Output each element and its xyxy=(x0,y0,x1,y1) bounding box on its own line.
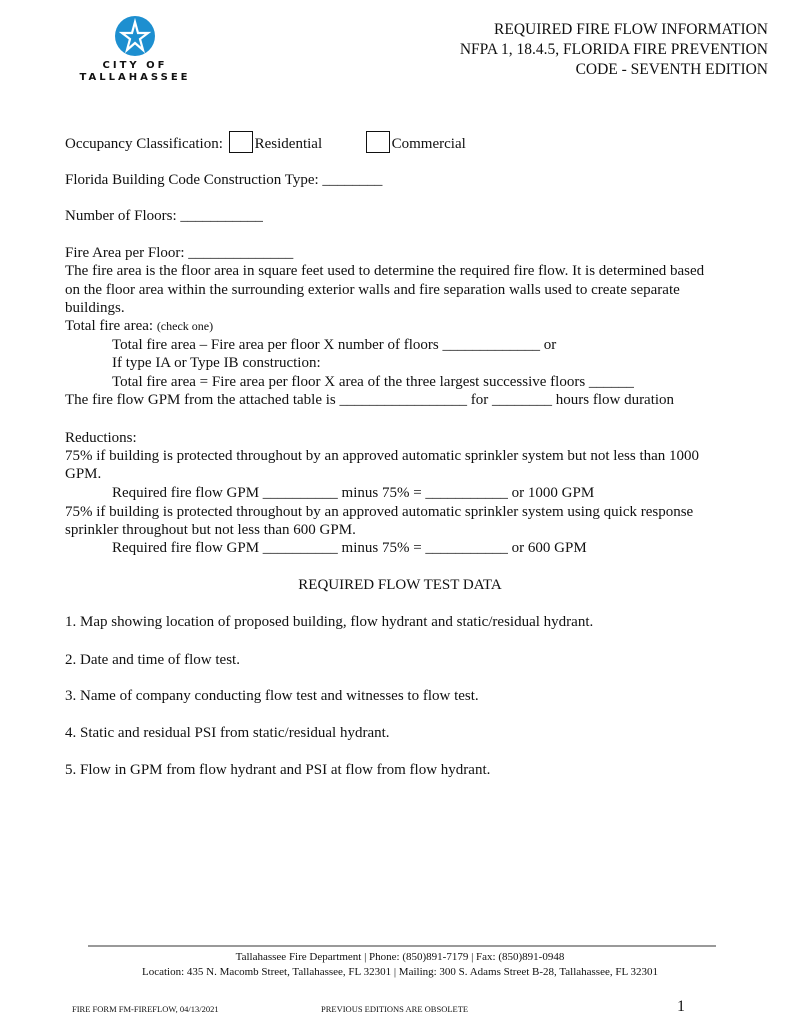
total-option-2[interactable]: Total fire area = Fire area per floor X area of the three largest successive floors ______ xyxy=(112,374,634,390)
description-line: on the floor area within the surrounding exterior walls and fire separation walls used to create separate xyxy=(65,282,680,298)
description-line: The fire area is the floor area in square feet used to determine the required fire flow. It is determined based xyxy=(65,263,705,279)
total-option-1[interactable]: Total fire area – Fire area per floor X number of floors _____________ or xyxy=(112,337,557,353)
reductions-heading: Reductions: xyxy=(65,430,137,446)
occupancy-row xyxy=(65,131,466,153)
construction-type-field[interactable]: Florida Building Code Construction Type: ________ xyxy=(65,172,383,188)
list-item: 5. Flow in GPM from flow hydrant and PSI at flow from flow hydrant. xyxy=(65,762,491,778)
form-header xyxy=(460,20,768,80)
total-fire-area-label xyxy=(65,317,213,335)
star-logo-icon xyxy=(115,16,155,56)
occupancy-label: Occupancy Classification: xyxy=(65,136,223,152)
header-line: CODE - SEVENTH EDITION xyxy=(575,61,768,78)
reduction-1-text: GPM. xyxy=(65,466,102,482)
type-ia-note: If type IA or Type IB construction: xyxy=(112,355,321,371)
list-item: 2. Date and time of flow test. xyxy=(65,652,240,668)
total-label: Total fire area: xyxy=(65,318,154,334)
reduction-1-calc[interactable]: Required fire flow GPM __________ minus 75% = ___________ or 1000 GPM xyxy=(112,485,595,501)
section-title: REQUIRED FLOW TEST DATA xyxy=(298,577,502,593)
header-line: REQUIRED FIRE FLOW INFORMATION xyxy=(494,21,768,38)
number-of-floors-field[interactable]: Number of Floors: ___________ xyxy=(65,208,263,224)
description-line: buildings. xyxy=(65,300,125,316)
list-item: 3. Name of company conducting flow test and witnesses to flow test. xyxy=(65,688,479,704)
footer-contact: Tallahassee Fire Department | Phone: (850)891-7179 | Fax: (850)891-0948 xyxy=(235,951,565,963)
city-logo xyxy=(74,16,196,84)
commercial-label: Commercial xyxy=(391,136,466,152)
reduction-1-text: 75% if building is protected throughout by an approved automatic sprinkler system but not less than 1000 xyxy=(65,448,700,464)
check-one-note: (check one) xyxy=(156,319,214,333)
gpm-field[interactable]: The fire flow GPM from the attached table is _________________ for ________ hours flow duration xyxy=(65,392,675,408)
logo-text-1: CITY OF xyxy=(102,60,168,71)
form-id: FIRE FORM FM-FIREFLOW, 04/13/2021 xyxy=(72,1004,219,1014)
header-line: NFPA 1, 18.4.5, FLORIDA FIRE PREVENTION xyxy=(459,41,768,58)
logo-text-2: TALLAHASSEE xyxy=(79,72,191,83)
list-item: 4. Static and residual PSI from static/residual hydrant. xyxy=(65,725,390,741)
page-number: 1 xyxy=(677,998,685,1015)
list-item: 1. Map showing location of proposed building, flow hydrant and static/residual hydrant. xyxy=(65,614,594,630)
residential-label: Residential xyxy=(254,136,323,152)
footer-address: Location: 435 N. Macomb Street, Tallahassee, FL 32301 | Mailing: 300 S. Adams Street B-28, Tallahassee, FL 32301 xyxy=(141,966,659,978)
footer-divider xyxy=(88,945,716,947)
residential-checkbox[interactable] xyxy=(229,131,253,153)
obsolete-note: PREVIOUS EDITIONS ARE OBSOLETE xyxy=(321,1004,469,1014)
reduction-2-calc[interactable]: Required fire flow GPM __________ minus 75% = ___________ or 600 GPM xyxy=(112,540,587,556)
commercial-checkbox[interactable] xyxy=(366,131,390,153)
fire-area-field[interactable]: Fire Area per Floor: ______________ xyxy=(65,245,294,261)
reduction-2-text: sprinkler throughout but not less than 600 GPM. xyxy=(65,522,356,538)
reduction-2-text: 75% if building is protected throughout by an approved automatic sprinkler system using quick response xyxy=(65,504,694,520)
